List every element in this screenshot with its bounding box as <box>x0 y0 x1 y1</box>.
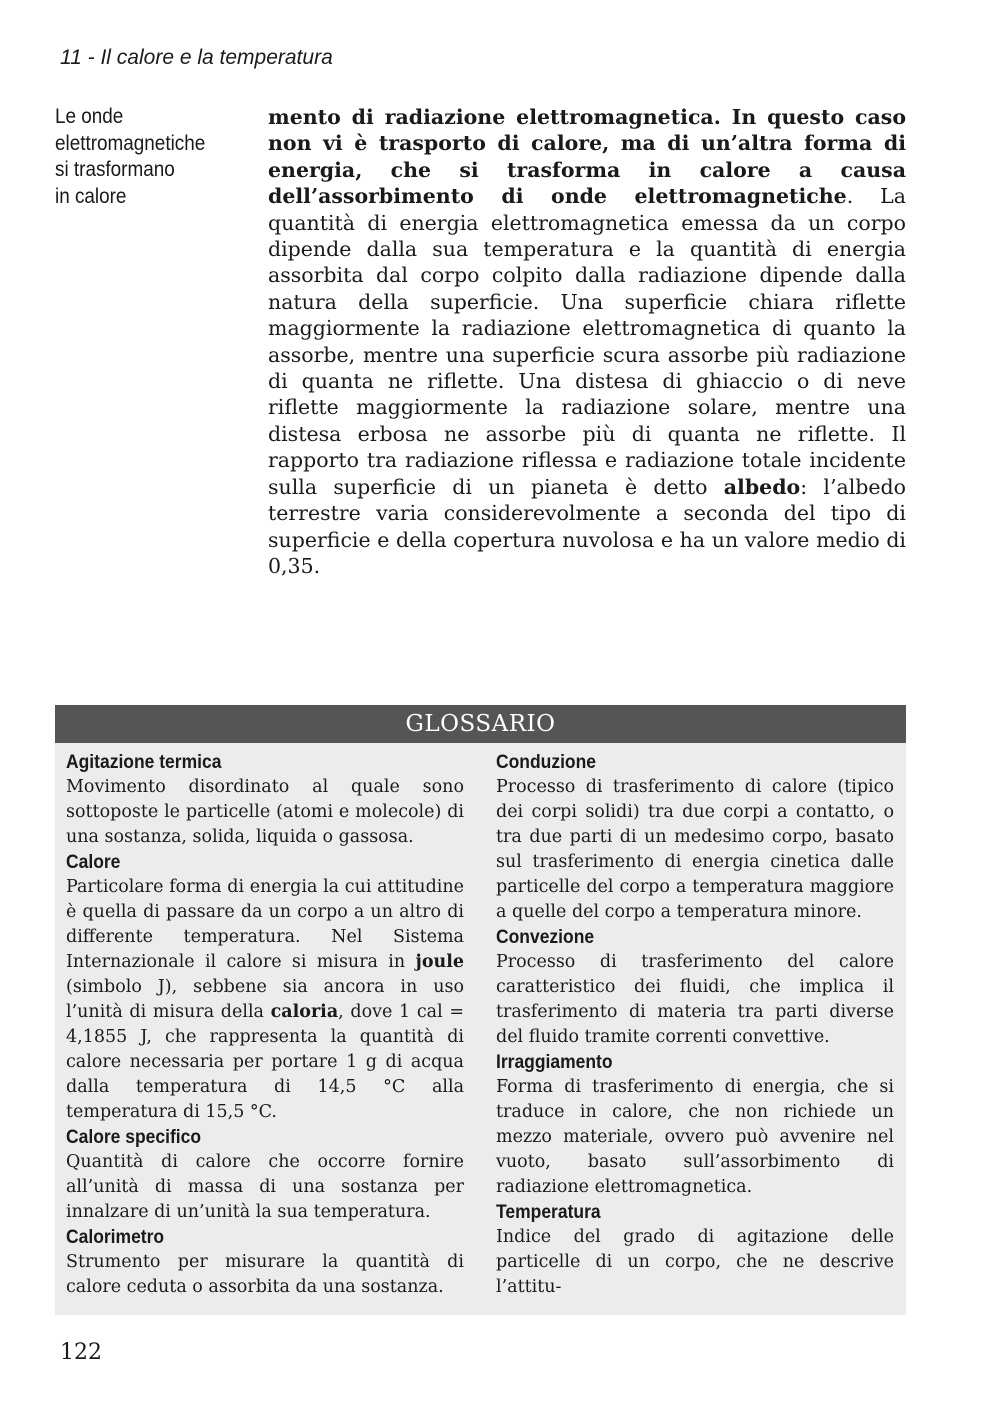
glossary-entry <box>66 1125 464 1225</box>
glossary-term: Convezione <box>496 927 595 948</box>
body-bold-statement: mento di radiazione elettromagnetica. In questo caso non vi è trasporto di calore, ma di un’altra forma di energia, che si trasforma in calore a causa dell’assorbimento di onde elettromagnetiche <box>268 105 906 209</box>
body-paragraph <box>268 104 906 579</box>
albedo-term: albedo <box>723 474 801 499</box>
glossary-definition <box>66 875 464 1125</box>
glossary-entry <box>496 750 894 925</box>
margin-note-line: in calore <box>55 184 127 208</box>
caloria-term: caloria <box>270 1002 339 1022</box>
glossary-entry <box>496 925 894 1050</box>
margin-note-line: Le onde <box>55 105 124 128</box>
definition-text: (simbolo J), sebbene sia ancora in uso l’unità di misura della <box>66 977 464 1022</box>
glossary-definition: Strumento per misurare la quantità di calore ceduta o assorbita da una sostanza. <box>66 1252 464 1297</box>
glossary-definition: Processo di trasferimento del calore caratteristico dei fluidi, che implica il trasferimento di materia tra parti diverse del fluido tramite correnti convettive. <box>496 952 894 1047</box>
glossary-definition: Indice del grado di agitazione delle particelle di un corpo, che ne descrive l’attitu- <box>496 1227 894 1297</box>
glossary-title: GLOSSARIO <box>55 705 906 743</box>
body-text-part1: . La quantità di energia elettromagnetica emessa da un corpo dipende dalla sua temperatura e la quantità di energia assorbita dal corpo colpito dalla radiazione dipende dalla natura della superficie. Una superficie chiara riflette maggiormente la radiazione elettromagnetica di quanto la assorbe, mentre una superficie scura assorbe più radiazione di quanta ne riflette. Una distesa di ghiaccio o di neve riflette maggiormente la radiazione solare, mentre una distesa erbosa ne assorbe più di quanta ne riflette. Il rapporto tra radiazione riflessa e radiazione totale incidente sulla superficie di un pianeta è detto <box>268 184 906 499</box>
definition-text: , dove 1 cal = 4,1855 J, che rappresenta la quantità di calore necessaria per portare 1 g di acqua dalla temperatura di 14,5 °C alla temperatura di 15,5 °C. <box>66 1002 464 1122</box>
glossary-definition: Movimento disordinato al quale sono sottoposte le particelle (atomi e molecole) di una sostanza, solida, liquida o gassosa. <box>66 777 464 847</box>
glossary-entry <box>66 750 464 850</box>
running-title: 11 - Il calore e la temperatura <box>60 46 333 69</box>
glossary-definition: Forma di trasferimento di energia, che si traduce in calore, che non richiede un mezzo materiale, ovvero può avvenire nel vuoto, basato sull’assorbimento di radiazione elettromagnetica. <box>496 1077 894 1197</box>
glossary-entry <box>496 1050 894 1200</box>
glossary-term: Conduzione <box>496 752 597 773</box>
page-number: 122 <box>60 1340 102 1365</box>
glossary-definition: Processo di trasferimento di calore (tipico dei corpi solidi) tra due corpi a contatto, o tra due parti di un medesimo corpo, basato sul trasferimento di energia cinetica dalle particelle del corpo a temperatura maggiore a quelle del corpo a temperatura minore. <box>496 777 894 922</box>
glossary-term: Calorimetro <box>66 1227 165 1248</box>
joule-term: joule <box>415 952 464 972</box>
glossary-term: Calore specifico <box>66 1127 202 1148</box>
glossary-entry <box>66 1225 464 1300</box>
glossary-entry <box>496 1200 894 1300</box>
glossary-box <box>55 705 906 1315</box>
glossary-left-column <box>66 750 464 1300</box>
glossary-right-column <box>496 750 894 1300</box>
glossary-term: Irraggiamento <box>496 1052 613 1073</box>
glossary-entry <box>66 850 464 1125</box>
body-text-part2: : l’albedo terrestre varia considerevolmente a seconda del tipo di superficie e della copertura nuvolosa e ha un valore medio di 0,35. <box>268 474 906 578</box>
margin-note-line: elettromagnetiche <box>55 131 206 155</box>
glossary-term: Calore <box>66 852 121 873</box>
margin-note-line: si trasformano <box>55 158 175 181</box>
margin-note <box>55 104 235 210</box>
glossary-term: Temperatura <box>496 1202 601 1223</box>
glossary-definition: Quantità di calore che occorre fornire all’unità di massa di una sostanza per innalzare di un’unità la sua temperatura. <box>66 1152 464 1222</box>
glossary-term: Agitazione termica <box>66 752 222 773</box>
definition-text: Particolare forma di energia la cui attitudine è quella di passare da un corpo a un altro di differente temperatura. Nel Sistema Internazionale il calore si misura in <box>66 877 464 972</box>
